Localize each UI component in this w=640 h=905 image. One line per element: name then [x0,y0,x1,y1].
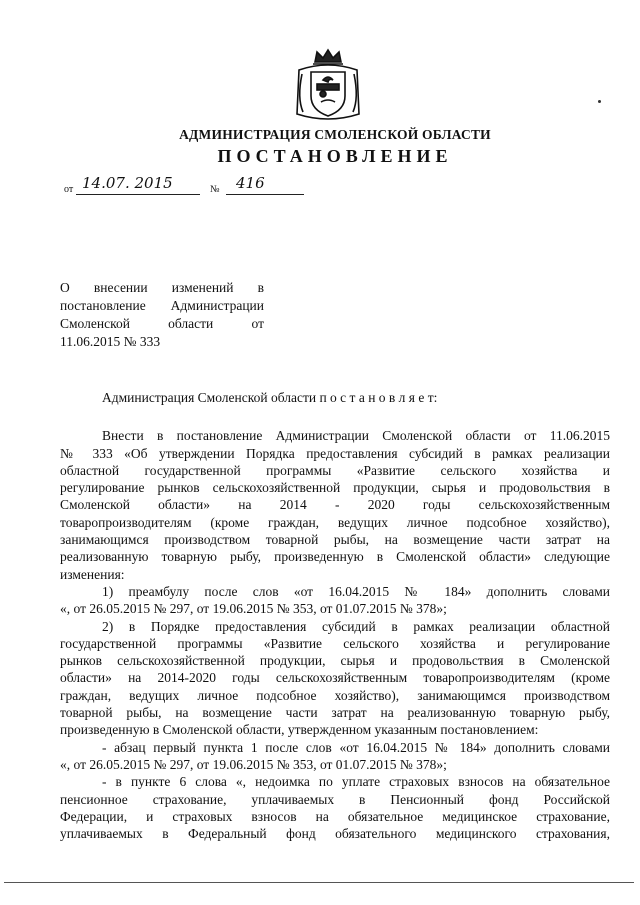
organization-title: АДМИНИСТРАЦИЯ СМОЛЕНСКОЙ ОБЛАСТИ [179,127,491,142]
page-edge-line [4,882,634,883]
body-line: государственной программы «Развитие сельского хозяйства и регулирование [60,635,610,651]
handwritten-number: 416 [226,174,304,195]
number-prefix: № [210,184,220,195]
body-line: пенсионное страхование, уплачиваемых в Пенсионный фонд Российской [60,791,610,807]
subject-line: постановление Администрации [60,298,264,313]
date-prefix: от [64,184,74,195]
document-type: ПОСТАНОВЛЕНИЕ [217,146,453,166]
body-line: уплачиваемых в Федеральный фонд обязательного медицинского страхования, [60,826,610,842]
body-line: произведенную в Смоленской области, утвержденном указанным постановлением: [60,722,539,738]
body-line: занимающимся производством товарной рыбы, на возмещение части затрат на [60,532,610,548]
body-line: Федерации, и страховых взносов на обязательное медицинское страхование, [60,808,610,824]
preamble: Администрация Смоленской области п о с т а н о в л я е т: [102,390,438,405]
body-line: Внести в постановление Администрации Смоленской области от 11.06.2015 [102,428,610,444]
subject-line: Смоленской области от [60,316,264,331]
body-line: Смоленской области» на 2014 - 2020 годы сельскохозяйственным [60,497,610,513]
body-line: 2) в Порядке предоставления субсидий в рамках реализации областной [102,618,610,634]
body-line: № 333 «Об утверждении Порядка предоставления субсидий в рамках реализации [60,445,610,461]
body-line: граждан, ведущих личное подсобное хозяйство), занимающимся производством [60,687,610,703]
body-line: изменения: [60,566,125,582]
handwritten-date: 14.07. 2015 [76,174,200,195]
subject-block [60,279,264,351]
body-line: реализованную товарную рыбу, произведенную в Смоленской области» следующие [60,549,610,565]
body-line: товаропроизводителям (кроме граждан, ведущих личное подсобное хозяйство), [60,514,610,530]
body-line: рынков сельскохозяйственной продукции, сырья и продовольствия в Смоленской [60,653,610,669]
body-line: - абзац первый пункта 1 после слов «от 16.04.2015 № 184» дополнить словами [102,739,610,755]
body-line: «, от 26.05.2015 № 297, от 19.06.2015 № 353, от 01.07.2015 № 378»; [60,601,447,617]
coat-of-arms-icon [293,48,363,124]
body-line: области» на 2014-2020 годы сельскохозяйственным товаропроизводителям (кроме [60,670,610,686]
body-line: «, от 26.05.2015 № 297, от 19.06.2015 № 353, от 01.07.2015 № 378»; [60,756,447,772]
subject-line: О внесении изменений в [60,280,264,295]
scan-speck [598,100,601,103]
body-line: товарной рыбы, на возмещение части затрат на реализованную товарную рыбу, [60,705,610,721]
document-body [60,389,610,842]
body-line: регулирование рынков сельскохозяйственной продукции, сырья и продовольствия в [60,480,610,496]
subject-line: 11.06.2015 № 333 [60,334,161,349]
body-line: 1) преамбулу после слов «от 16.04.2015 № 184» дополнить словами [102,583,610,599]
body-line: - в пункте 6 слова «, недоимка по уплате страховых взносов на обязательное [102,774,610,790]
body-line: областной государственной программы «Развитие сельского хозяйства и [60,462,610,478]
